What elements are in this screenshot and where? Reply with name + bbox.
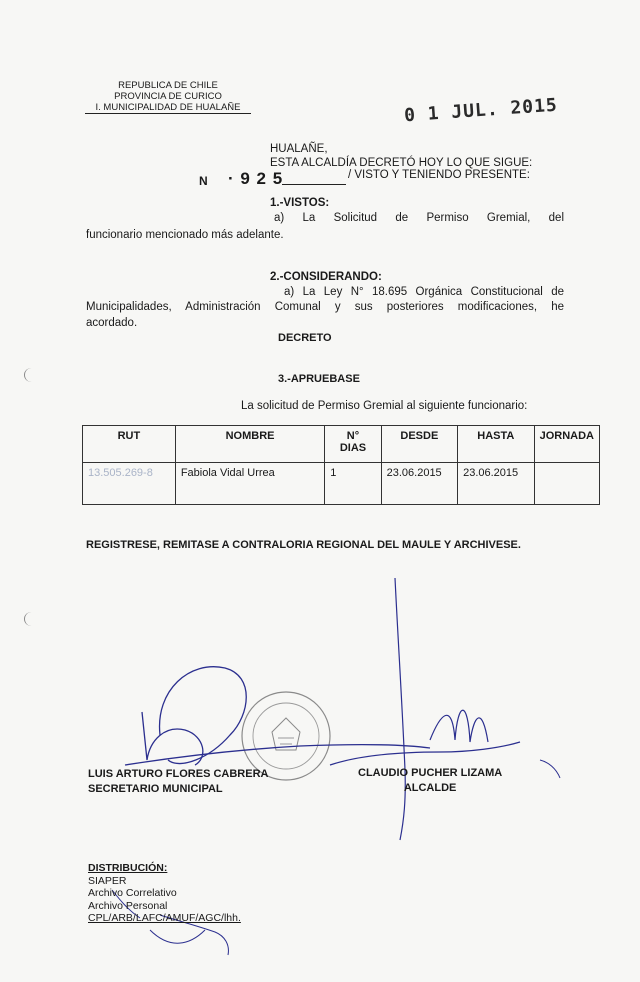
considerando-text-c: acordado. (86, 317, 138, 329)
cell-rut: 13.505.269-8 (83, 463, 176, 505)
decreto-heading: DECRETO (278, 332, 332, 344)
date-stamp: 0 1 JUL. 2015 (403, 94, 559, 127)
distribution-heading: DISTRIBUCIÓN: (88, 862, 168, 874)
col-dias: N° DIAS (325, 426, 381, 463)
signature-right (358, 766, 502, 796)
vistos-text-b: funcionario mencionado más adelante. (86, 229, 284, 241)
decree-number-prefix: N (199, 174, 208, 188)
punch-hole-mark (24, 612, 39, 626)
cell-desde: 23.06.2015 (381, 463, 457, 505)
right-signer-title: ALCALDE (403, 782, 457, 794)
left-signer-title: SECRETARIO MUNICIPAL (88, 783, 223, 795)
registrese-line: REGISTRESE, REMITASE A CONTRALORIA REGIONAL DEL MAULE Y ARCHIVESE. (86, 539, 521, 551)
signature-left (88, 767, 268, 797)
cell-dias: 1 (325, 463, 381, 505)
left-signer-name: LUIS ARTURO FLORES CABRERA (88, 768, 269, 780)
apruebase-heading: 3.-APRUEBASE (278, 373, 360, 385)
right-signer-name: CLAUDIO PUCHER LIZAMA (358, 767, 503, 779)
distribution-item: Archivo Personal (88, 899, 168, 912)
distribution-item: Archivo Correlativo (88, 887, 177, 899)
col-desde: DESDE (381, 426, 457, 463)
vistos-heading: 1.-VISTOS: (270, 197, 330, 209)
col-nombre: NOMBRE (175, 426, 324, 463)
considerando-text-a: a) La Ley N° 18.695 Orgánica Constitucional de (284, 286, 564, 298)
considerando-heading: 2.-CONSIDERANDO: (270, 271, 382, 283)
distribution-block (88, 862, 241, 925)
visto-line: / VISTO Y TENIENDO PRESENTE: (348, 169, 530, 181)
header-line-1: REPUBLICA DE CHILE (118, 80, 218, 91)
cell-hasta: 23.06.2015 (458, 463, 535, 505)
apruebase-text: La solicitud de Permiso Gremial al siguiente funcionario: (241, 400, 528, 412)
decree-number: · 9 2 5 (228, 169, 284, 188)
cell-nombre: Fabiola Vidal Urrea (175, 463, 324, 505)
col-rut: RUT (83, 426, 176, 463)
col-jornada: JORNADA (534, 426, 599, 463)
place-line: HUALAÑE, (270, 143, 328, 155)
header-line-2: PROVINCIA DE CURICO (114, 91, 222, 102)
distribution-item: SIAPER (88, 874, 127, 887)
header-line-3: I. MUNICIPALIDAD DE HUALAÑE (85, 102, 251, 114)
decree-line: ESTA ALCALDÍA DECRETÓ HOY LO QUE SIGUE: (270, 157, 533, 169)
distribution-item: CPL/ARB/LAFC/AMUF/AGC/lhh. (88, 912, 241, 924)
considerando-text-b: Municipalidades, Administración Comunal y sus posteriores modificaciones, he (86, 301, 564, 313)
vistos-text-a: a) La Solicitud de Permiso Gremial, del (274, 212, 564, 224)
punch-hole-mark (24, 368, 39, 382)
col-hasta: HASTA (458, 426, 535, 463)
